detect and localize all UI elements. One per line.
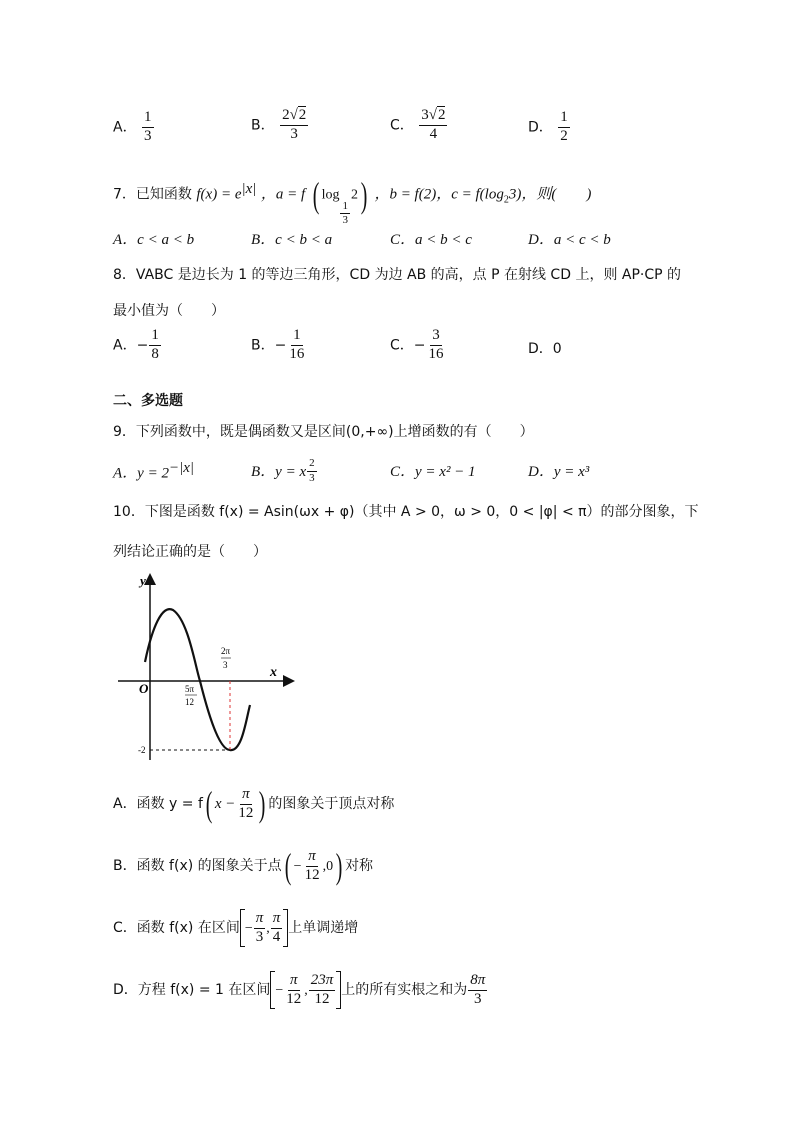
q6-option-b: B． $\frac{2√2}{3}$ [251, 107, 307, 142]
x-label: x [270, 665, 277, 680]
tick2-num: 2π [221, 646, 231, 656]
q7-option-a: A．c < a < b [113, 232, 195, 248]
q8-option-b: B．− $\frac{1}{16}$ [251, 327, 305, 362]
q8-stem-line2: 最小值为（ ） [113, 303, 225, 319]
q9-option-b: B．y = x $\frac{2}{3}$ [251, 457, 315, 484]
q8-option-d: D．0 [528, 341, 562, 357]
q7-stem: 7．已知函数 $f(x) = e^{|x|}$ ，a = f ( log $\frac{1}{3}$ 2) ，b = f(2)，$c = f(\log_23)$，则( ) [113, 174, 592, 227]
fraction: $\frac{1}{3}$ [144, 109, 152, 144]
q10-stem-line1: 10．下图是函数 f(x) = Asin(ωx + φ)（其中 A > 0，ω > 0，0 < |φ| < π）的部分图象，下 [113, 504, 699, 520]
sine-graph [110, 570, 310, 770]
q6-option-d: D． $\frac{1}{2}$ [528, 109, 568, 144]
fraction: $\frac{2√2}{3}$ [282, 107, 307, 142]
min-label: -2 [138, 745, 146, 755]
y-label: y [140, 573, 146, 588]
q10-option-d: D．方程 f(x) = 1 在区间 − $\frac{\pi}{12}$ , $\frac{23\pi}{12}$ 上的所有实根之和为 $\frac{8\pi}{3}$ [113, 968, 488, 1013]
q8-stem-line1: 8．VABC 是边长为 1 的等边三角形，CD 为边 AB 的高，点 P 在射线 CD 上，则 AP·CP 的 [113, 267, 682, 283]
fraction: $\frac{3√2}{4}$ [421, 107, 446, 142]
q9-option-c: C．y = x² − 1 [390, 464, 476, 480]
q9-option-d: D．y = x³ [528, 464, 590, 480]
q7-option-c: C．a < b < c [390, 232, 472, 248]
tick1-num: 5π [185, 684, 195, 694]
q7-option-b: B．c < b < a [251, 232, 333, 248]
tick1-den: 12 [185, 697, 194, 707]
tick2-den: 3 [223, 660, 228, 670]
q8-option-a: A．− $\frac{1}{8}$ [113, 327, 159, 362]
q6-option-a: A． $\frac{1}{3}$ [113, 109, 152, 144]
section-heading: 二、多选题 [113, 393, 183, 409]
q6-option-c: C． $\frac{3√2}{4}$ [390, 107, 446, 142]
q10-stem-line2: 列结论正确的是（ ） [113, 544, 267, 560]
origin-label: O [139, 681, 149, 696]
q10-option-a: A．函数 y = f( x − $\frac{\pi}{12}$ ) 的图象关于顶点对称 [113, 784, 395, 824]
q10-option-b: B．函数 f(x) 的图象关于点( − $\frac{\pi}{12}$ ,0) 对称 [113, 846, 374, 886]
q9-stem: 9．下列函数中，既是偶函数又是区间(0,+∞)上增函数的有（ ） [113, 424, 534, 440]
q9-option-a: A．$y = 2^{-|x|}$ [113, 460, 194, 482]
q8-option-c: C．− $\frac{3}{16}$ [390, 327, 444, 362]
sine-curve [145, 609, 250, 750]
q7-option-d: D．a < c < b [528, 232, 611, 248]
fraction: $\frac{1}{2}$ [560, 109, 568, 144]
q10-option-c: C．函数 f(x) 在区间 − $\frac{\pi}{3}$ , $\frac{\pi}{4}$ 上单调递增 [113, 906, 358, 951]
